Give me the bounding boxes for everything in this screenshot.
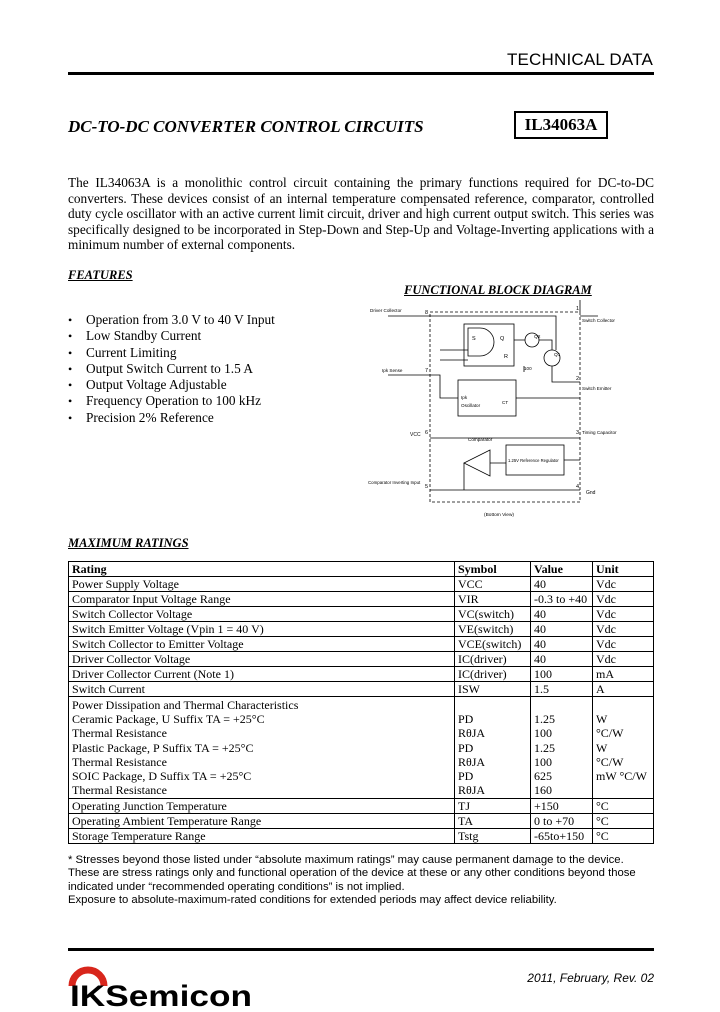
unit-cell: Vdc <box>593 607 654 622</box>
value-cell: -65to+150 <box>531 829 593 844</box>
thermal-unit: W <box>596 712 608 727</box>
thermal-rating: SOIC Package, D Suffix TA = +25°C <box>72 769 252 784</box>
feature-item: • Operation from 3.0 V to 40 V Input <box>68 312 275 328</box>
unit-cell: °C <box>593 829 654 844</box>
block-label: Ipk <box>461 395 468 400</box>
block-label: 100 <box>524 366 532 371</box>
symbol-cell: VE(switch) <box>455 622 531 637</box>
symbol-cell: Tstg <box>455 829 531 844</box>
pin-number: 4 <box>576 484 580 490</box>
wire <box>514 340 580 382</box>
note-line: indicated under “recommended operating conditions” is not implied. <box>68 880 405 893</box>
thermal-rating: Ceramic Package, U Suffix TA = +25°C <box>72 712 265 727</box>
ratings-heading: MAXIMUM RATINGS <box>68 536 189 550</box>
value-cell: 100 <box>531 667 593 682</box>
note-line: These are stress ratings only and functional operation of the device at these or any other conditions beyond those <box>68 867 636 880</box>
value-cell: 1.5 <box>531 682 593 697</box>
thermal-symbol: RθJA <box>458 754 486 769</box>
revision-date: 2011, February, Rev. 02 <box>527 971 654 985</box>
pin-label: Switch Collector <box>582 318 615 323</box>
thermal-value: 100 <box>534 754 552 769</box>
header-label: TECHNICAL DATA <box>506 50 653 69</box>
table-row <box>69 622 654 637</box>
symbol-cell: IC(driver) <box>455 667 531 682</box>
thermal-value: 625 <box>534 769 552 784</box>
value-cell: 40 <box>531 652 593 667</box>
value-cell: 40 <box>531 622 593 637</box>
intro-paragraph: The IL34063A is a monolithic control circuit containing the primary functions required for DC-to-DC converters. These devices consist of an internal temperature compensated reference, comparator, controlled duty cycle oscillator with an active current limit circuit, driver and high current output switch. This series was specifically designed to be incorporated in Step-Down and Step-Up and Voltage-Inverting applications with a minimum number of external components. <box>68 175 654 252</box>
feature-item: • Low Standby Current <box>68 328 275 344</box>
pin-label: Comparator Inverting Input <box>368 480 421 485</box>
block-label: Q1 <box>554 353 561 358</box>
pin-label: Gnd <box>586 490 596 496</box>
pin-number: 5 <box>425 484 429 490</box>
features-list <box>68 312 275 426</box>
pin-label: Driver Collector <box>370 308 402 313</box>
rating-cell: Driver Collector Voltage <box>69 652 455 667</box>
unit-cell: Vdc <box>593 592 654 607</box>
symbol-cell: ISW <box>455 682 531 697</box>
stress-notes <box>68 854 636 907</box>
symbol-cell: TA <box>455 814 531 829</box>
thermal-rating: Thermal Resistance <box>72 726 167 741</box>
unit-cell: A <box>593 682 654 697</box>
block-label: Q2 <box>534 335 541 340</box>
value-cell: +150 <box>531 799 593 814</box>
pin-number: 6 <box>425 430 429 436</box>
block-label: S <box>472 336 476 342</box>
table-row <box>69 592 654 607</box>
comparator-symbol <box>464 450 490 476</box>
package-outline <box>430 312 580 502</box>
pin-number: 2 <box>576 376 580 382</box>
block-label: (Bottom View) <box>484 513 515 518</box>
value-cell: 0 to +70 <box>531 814 593 829</box>
table-row <box>69 652 654 667</box>
unit-cell: Vdc <box>593 637 654 652</box>
table-row <box>69 799 654 814</box>
table-row <box>69 577 654 592</box>
ik-semicon-logo <box>68 964 268 1008</box>
pin-number: 8 <box>425 310 429 316</box>
features-heading: FEATURES <box>68 268 133 282</box>
unit-cell: °C <box>593 799 654 814</box>
block-label: 1.25V Reference Regulator <box>508 458 559 463</box>
thermal-heading: Power Dissipation and Thermal Characteristics <box>72 698 299 712</box>
maximum-ratings-table <box>68 561 654 844</box>
rating-cell: Operating Junction Temperature <box>69 799 455 814</box>
symbol-cell: IC(driver) <box>455 652 531 667</box>
symbol-cell: VCC <box>455 577 531 592</box>
symbol-cell <box>455 697 531 799</box>
thermal-value: 160 <box>534 783 552 798</box>
thermal-rating: Thermal Resistance <box>72 783 167 798</box>
table-row <box>69 682 654 697</box>
value-cell <box>531 697 593 799</box>
pin-label: VCC <box>410 432 421 438</box>
wire <box>430 463 580 490</box>
rating-cell: Operating Ambient Temperature Range <box>69 814 455 829</box>
header-rule <box>68 72 654 75</box>
block-label: Q <box>500 336 505 342</box>
table-row <box>69 607 654 622</box>
column-header: Unit <box>593 562 654 577</box>
block-label: Comparator <box>468 437 493 442</box>
document-title: DC-TO-DC CONVERTER CONTROL CIRCUITS <box>68 117 424 136</box>
value-cell: -0.3 to +40 <box>531 592 593 607</box>
unit-cell: Vdc <box>593 622 654 637</box>
unit-cell: mA <box>593 667 654 682</box>
rating-cell: Switch Collector to Emitter Voltage <box>69 637 455 652</box>
thermal-value: 100 <box>534 726 552 741</box>
pin-number: 7 <box>425 368 429 374</box>
symbol-cell: VCE(switch) <box>455 637 531 652</box>
table-row <box>69 814 654 829</box>
block-label: R <box>504 354 508 360</box>
rating-cell: Driver Collector Current (Note 1) <box>69 667 455 682</box>
rating-cell: Storage Temperature Range <box>69 829 455 844</box>
pin-label: Ipk Sense <box>382 368 403 373</box>
thermal-symbol: PD <box>458 712 474 727</box>
thermal-rating: Plastic Package, P Suffix TA = +25°C <box>72 740 254 755</box>
thermal-value: 1.25 <box>534 712 555 727</box>
block-diagram-heading: FUNCTIONAL BLOCK DIAGRAM <box>404 283 592 297</box>
thermal-symbol: PD <box>458 740 474 755</box>
logo-text: IKSemicon <box>70 980 253 1008</box>
pin-label: Switch Emitter <box>582 386 612 391</box>
pin-number: 1 <box>576 306 580 312</box>
symbol-cell: VIR <box>455 592 531 607</box>
unit-cell: Vdc <box>593 577 654 592</box>
pin-number: 3 <box>576 430 580 436</box>
table-row-thermal <box>69 697 654 799</box>
table-row <box>69 667 654 682</box>
value-cell: 40 <box>531 577 593 592</box>
rating-cell: Comparator Input Voltage Range <box>69 592 455 607</box>
and-gate <box>468 328 494 356</box>
table-row <box>69 829 654 844</box>
rating-cell: Switch Emitter Voltage (Vpin 1 = 40 V) <box>69 622 455 637</box>
thermal-rating: Thermal Resistance <box>72 754 167 769</box>
pin-label: Timing Capacitor <box>582 430 617 435</box>
note-line: Exposure to absolute-maximum-rated conditions for extended periods may affect device reliability. <box>68 893 557 906</box>
rating-cell: Switch Collector Voltage <box>69 607 455 622</box>
feature-item: • Precision 2% Reference <box>68 410 275 426</box>
block-diagram <box>368 300 618 525</box>
unit-cell: Vdc <box>593 652 654 667</box>
value-cell: 40 <box>531 637 593 652</box>
column-header: Symbol <box>455 562 531 577</box>
symbol-cell: TJ <box>455 799 531 814</box>
symbol-cell: VC(switch) <box>455 607 531 622</box>
block-label: Oscillator <box>461 403 481 408</box>
rating-cell: Power Supply Voltage <box>69 577 455 592</box>
value-cell: 40 <box>531 607 593 622</box>
thermal-symbol: PD <box>458 769 474 784</box>
note-line: * Stresses beyond those listed under “absolute maximum ratings” may cause permanent damage to the device. <box>68 854 624 866</box>
footer-rule <box>68 948 654 951</box>
thermal-unit: mW °C/W <box>596 769 647 784</box>
wire <box>430 398 580 460</box>
unit-cell: °C <box>593 814 654 829</box>
feature-item: • Current Limiting <box>68 345 275 361</box>
thermal-symbol: RθJA <box>458 783 486 798</box>
feature-item: • Frequency Operation to 100 kHz <box>68 393 275 409</box>
thermal-unit: W <box>596 740 608 755</box>
wire <box>580 300 598 316</box>
thermal-symbol: RθJA <box>458 726 486 741</box>
part-number-box <box>514 111 608 139</box>
rating-cell <box>69 697 455 799</box>
thermal-unit: °C/W <box>596 754 624 769</box>
feature-item: • Output Voltage Adjustable <box>68 377 275 393</box>
block-label: CT <box>502 400 509 405</box>
rating-cell: Switch Current <box>69 682 455 697</box>
wire <box>388 366 524 398</box>
thermal-unit: °C/W <box>596 726 624 741</box>
thermal-value: 1.25 <box>534 740 555 755</box>
column-header: Value <box>531 562 593 577</box>
table-header-row <box>69 562 654 577</box>
column-header: Rating <box>69 562 455 577</box>
feature-item: • Output Switch Current to 1.5 A <box>68 361 275 377</box>
unit-cell <box>593 697 654 799</box>
part-number: IL34063A <box>524 115 598 134</box>
table-row <box>69 637 654 652</box>
